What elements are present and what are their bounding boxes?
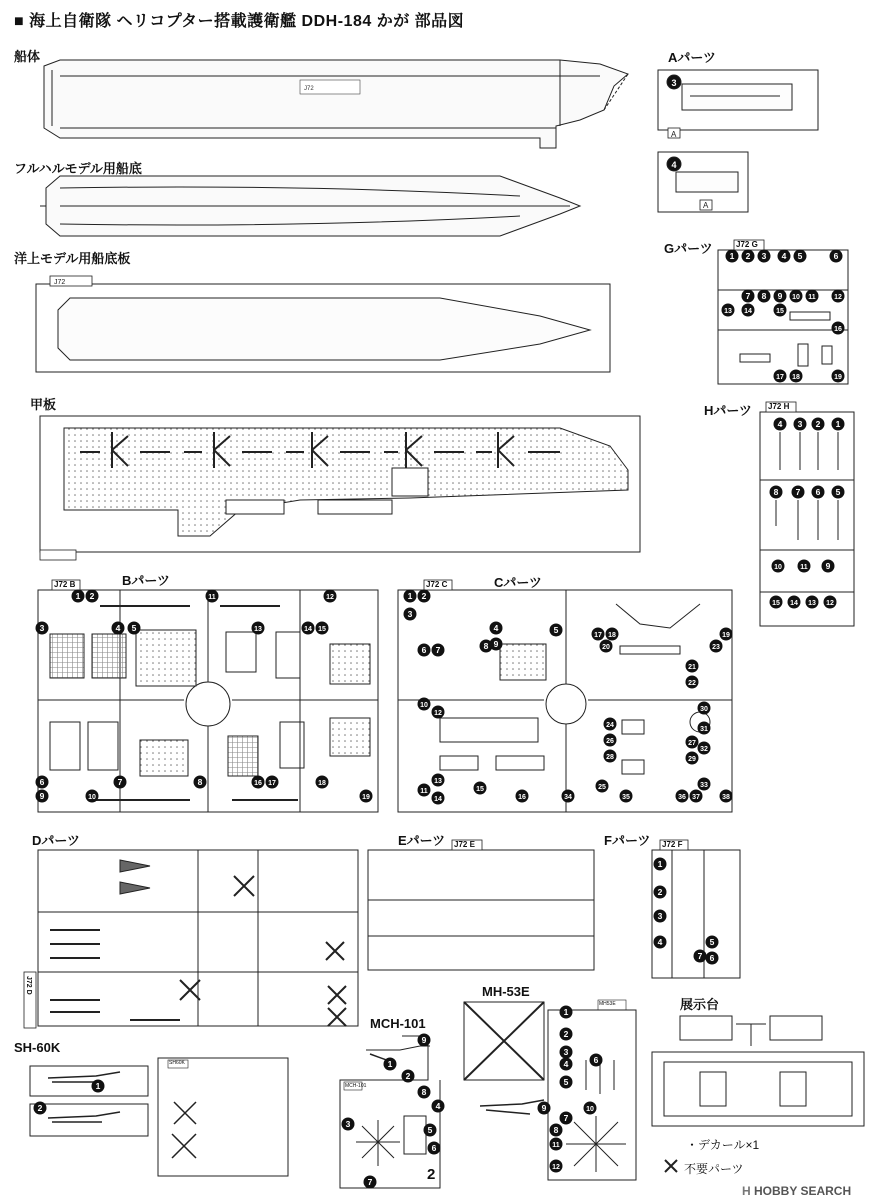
part-number-c-8: 8 xyxy=(483,641,489,651)
part-number-c-23: 23 xyxy=(712,644,720,651)
part-number-b-9: 9 xyxy=(39,791,45,801)
unneeded-note: 不要パーツ xyxy=(684,1162,744,1176)
part-number-g-1: 1 xyxy=(729,251,735,261)
part-number-c-20: 20 xyxy=(602,644,610,651)
part-number-mh-5: 5 xyxy=(563,1077,569,1087)
part-number-c-3: 3 xyxy=(407,609,413,619)
part-number-b-15: 15 xyxy=(318,626,326,633)
part-number-f-6: 6 xyxy=(709,953,715,963)
waterline-tag: J72 xyxy=(54,279,66,286)
part-number-g-5: 5 xyxy=(797,251,803,261)
part-number-f-2: 2 xyxy=(657,887,663,897)
part-number-h-7: 7 xyxy=(795,487,801,497)
hull-brand-tag: J72 xyxy=(304,86,314,92)
part-number-sh-2: 2 xyxy=(37,1103,43,1113)
part-number-c-31: 31 xyxy=(700,726,708,733)
part-number-g-4: 4 xyxy=(781,251,787,261)
part-number-c-6: 6 xyxy=(421,645,427,655)
part-number-b-3: 3 xyxy=(39,623,45,633)
part-number-g-7: 7 xyxy=(745,291,751,301)
part-number-c-32: 32 xyxy=(700,746,708,753)
part-number-sh-1: 1 xyxy=(95,1081,101,1091)
label-runner-e: Eパーツ xyxy=(398,833,446,848)
deck-runner xyxy=(40,416,640,560)
part-number-g-8: 8 xyxy=(761,291,767,301)
a-part-4: 4 xyxy=(671,160,677,170)
h-tag-text: J72 H xyxy=(768,402,790,411)
part-number-b-18: 18 xyxy=(318,780,326,787)
part-number-c-26: 26 xyxy=(606,738,614,745)
label-runner-g: Gパーツ xyxy=(664,241,713,256)
part-number-b-10: 10 xyxy=(88,794,96,801)
part-number-c-22: 22 xyxy=(688,680,696,687)
part-number-b-6: 6 xyxy=(39,777,45,787)
part-number-c-15: 15 xyxy=(476,786,484,793)
part-number-c-25: 25 xyxy=(598,784,606,791)
b-tag-text: J72 B xyxy=(54,580,76,589)
label-runner-c: Cパーツ xyxy=(494,575,542,590)
part-number-c-2: 2 xyxy=(421,591,427,601)
part-number-mh-8: 8 xyxy=(553,1125,559,1135)
part-number-c-12: 12 xyxy=(434,710,442,717)
part-number-mh-6: 6 xyxy=(593,1055,599,1065)
part-number-g-15: 15 xyxy=(776,308,784,315)
sh60k-runner xyxy=(30,1058,288,1176)
part-number-c-36: 36 xyxy=(678,794,686,801)
label-waterline: 洋上モデル用船底板 xyxy=(14,251,131,266)
part-number-mch-5: 5 xyxy=(427,1125,433,1135)
part-number-f-3: 3 xyxy=(657,911,663,921)
part-number-g-14: 14 xyxy=(744,308,752,315)
part-number-mh-12: 12 xyxy=(552,1164,560,1171)
part-number-mh-10: 10 xyxy=(586,1106,594,1113)
part-number-b-8: 8 xyxy=(197,777,203,787)
part-number-h-15: 15 xyxy=(772,600,780,607)
label-mh53e: MH-53E xyxy=(482,984,530,999)
page-number: 2 xyxy=(427,1166,436,1183)
part-number-f-4: 4 xyxy=(657,937,663,947)
part-number-b-4: 4 xyxy=(115,623,121,633)
part-number-mch-3: 3 xyxy=(345,1119,351,1129)
part-number-g-2: 2 xyxy=(745,251,751,261)
runner-d xyxy=(24,850,358,1028)
decal-note: ・デカール×1 xyxy=(686,1138,760,1152)
part-number-c-29: 29 xyxy=(688,756,696,763)
part-number-c-38: 38 xyxy=(722,794,730,801)
label-runner-b: Bパーツ xyxy=(122,573,170,588)
part-number-mch-6: 6 xyxy=(431,1143,437,1153)
part-number-c-35: 35 xyxy=(622,794,630,801)
watermark-logo-icon: H xyxy=(742,1184,751,1198)
hull-drawing xyxy=(44,60,628,148)
part-number-c-7: 7 xyxy=(435,645,441,655)
part-number-g-6: 6 xyxy=(833,251,839,261)
sh-tag-text: SH60K xyxy=(169,1060,185,1066)
part-number-mch-9: 9 xyxy=(421,1035,427,1045)
part-number-mh-1: 1 xyxy=(563,1007,569,1017)
runner-c xyxy=(398,580,732,812)
part-number-mch-7: 7 xyxy=(367,1177,373,1187)
part-number-h-8: 8 xyxy=(773,487,779,497)
part-number-b-1: 1 xyxy=(75,591,81,601)
part-number-mch-1: 1 xyxy=(387,1059,393,1069)
part-number-c-18: 18 xyxy=(608,632,616,639)
part-number-g-13: 13 xyxy=(724,308,732,315)
part-number-mh-9: 9 xyxy=(541,1103,547,1113)
part-number-g-11: 11 xyxy=(808,294,816,301)
part-number-mch-8: 8 xyxy=(421,1087,427,1097)
part-number-b-11: 11 xyxy=(208,594,216,601)
part-number-f-1: 1 xyxy=(657,859,663,869)
part-number-c-21: 21 xyxy=(688,664,696,671)
runner-b xyxy=(38,580,378,812)
label-mch101: MCH-101 xyxy=(370,1016,426,1031)
footer-cross-icon xyxy=(665,1160,677,1172)
part-number-mch-2: 2 xyxy=(405,1071,411,1081)
part-number-h-2: 2 xyxy=(815,419,821,429)
runner-h xyxy=(760,402,854,626)
part-number-c-13: 13 xyxy=(434,778,442,785)
runner-a1 xyxy=(658,70,818,138)
part-number-h-6: 6 xyxy=(815,487,821,497)
part-number-g-18: 18 xyxy=(792,374,800,381)
part-number-b-13: 13 xyxy=(254,626,262,633)
part-number-mh-4: 4 xyxy=(563,1059,569,1069)
part-number-b-5: 5 xyxy=(131,623,137,633)
label-hull: 船体 xyxy=(14,49,41,64)
part-number-c-17: 17 xyxy=(594,632,602,639)
part-number-h-12: 12 xyxy=(826,600,834,607)
label-fullhull: フルハルモデル用船底 xyxy=(14,161,142,176)
part-number-c-34: 34 xyxy=(564,794,572,801)
part-number-c-27: 27 xyxy=(688,740,696,747)
part-number-h-3: 3 xyxy=(797,419,803,429)
part-number-g-16: 16 xyxy=(834,326,842,333)
part-number-h-11: 11 xyxy=(800,564,808,571)
runner-e xyxy=(368,840,594,970)
part-number-g-17: 17 xyxy=(776,374,784,381)
a-tag-1: A xyxy=(671,130,677,139)
part-number-g-12: 12 xyxy=(834,294,842,301)
part-number-g-9: 9 xyxy=(777,291,783,301)
part-number-h-10: 10 xyxy=(774,564,782,571)
f-tag-text: J72 F xyxy=(662,840,683,849)
part-number-f-5: 5 xyxy=(709,937,715,947)
waterline-runner xyxy=(36,276,610,372)
part-number-c-4: 4 xyxy=(493,623,499,633)
label-runner-h: Hパーツ xyxy=(704,403,752,418)
label-stand: 展示台 xyxy=(680,997,720,1012)
part-number-b-7: 7 xyxy=(117,777,123,787)
part-number-g-3: 3 xyxy=(761,251,767,261)
watermark xyxy=(742,1184,851,1198)
part-number-c-28: 28 xyxy=(606,754,614,761)
label-deck: 甲板 xyxy=(30,397,57,412)
label-runner-a: Aパーツ xyxy=(668,50,716,65)
fullhull-drawing xyxy=(40,176,580,236)
d-tag-text: J72 D xyxy=(25,976,32,995)
part-number-h-1: 1 xyxy=(835,419,841,429)
part-number-b-14: 14 xyxy=(304,626,312,633)
part-number-c-1: 1 xyxy=(407,591,413,601)
part-number-c-11: 11 xyxy=(420,788,428,795)
a-tag-2: A xyxy=(703,201,709,210)
part-number-mh-3: 3 xyxy=(563,1047,569,1057)
watermark-text: HOBBY SEARCH xyxy=(754,1184,852,1198)
part-number-c-5: 5 xyxy=(553,625,559,635)
part-number-f-7: 7 xyxy=(697,951,703,961)
part-number-b-16: 16 xyxy=(254,780,262,787)
a-part-3: 3 xyxy=(671,78,677,88)
part-number-h-4: 4 xyxy=(777,419,783,429)
part-number-b-17: 17 xyxy=(268,780,276,787)
part-number-g-10: 10 xyxy=(792,294,800,301)
mh-tag-text: MH53E xyxy=(599,1001,616,1007)
part-number-c-19: 19 xyxy=(722,632,730,639)
page-title: ■ 海上自衛隊 ヘリコプター搭載護衛艦 DDH-184 かが 部品図 xyxy=(14,13,465,30)
part-number-h-9: 9 xyxy=(825,561,831,571)
e-tag-text: J72 E xyxy=(454,840,475,849)
part-number-c-33: 33 xyxy=(700,782,708,789)
part-number-c-30: 30 xyxy=(700,706,708,713)
part-number-c-24: 24 xyxy=(606,722,614,729)
part-number-b-2: 2 xyxy=(89,591,95,601)
label-sh60k: SH-60K xyxy=(14,1040,61,1055)
part-number-b-19: 19 xyxy=(362,794,370,801)
c-tag-text: J72 C xyxy=(426,580,448,589)
part-number-mch-4: 4 xyxy=(435,1101,441,1111)
mh53e-runner xyxy=(464,1000,636,1180)
part-number-c-10: 10 xyxy=(420,702,428,709)
g-tag-text: J72 G xyxy=(736,240,758,249)
part-number-h-5: 5 xyxy=(835,487,841,497)
label-runner-f: Fパーツ xyxy=(604,833,651,848)
part-number-g-19: 19 xyxy=(834,374,842,381)
part-number-c-37: 37 xyxy=(692,794,700,801)
part-number-h-14: 14 xyxy=(790,600,798,607)
stand-drawing xyxy=(652,1016,864,1126)
part-number-c-14: 14 xyxy=(434,796,442,803)
part-number-c-16: 16 xyxy=(518,794,526,801)
mch-tag-text: MCH-101 xyxy=(345,1083,367,1089)
part-number-mh-7: 7 xyxy=(563,1113,569,1123)
part-number-h-13: 13 xyxy=(808,600,816,607)
part-number-mh-11: 11 xyxy=(552,1142,560,1149)
part-number-b-12: 12 xyxy=(326,594,334,601)
part-number-c-9: 9 xyxy=(493,639,499,649)
part-number-mh-2: 2 xyxy=(563,1029,569,1039)
label-runner-d: Dパーツ xyxy=(32,833,80,848)
